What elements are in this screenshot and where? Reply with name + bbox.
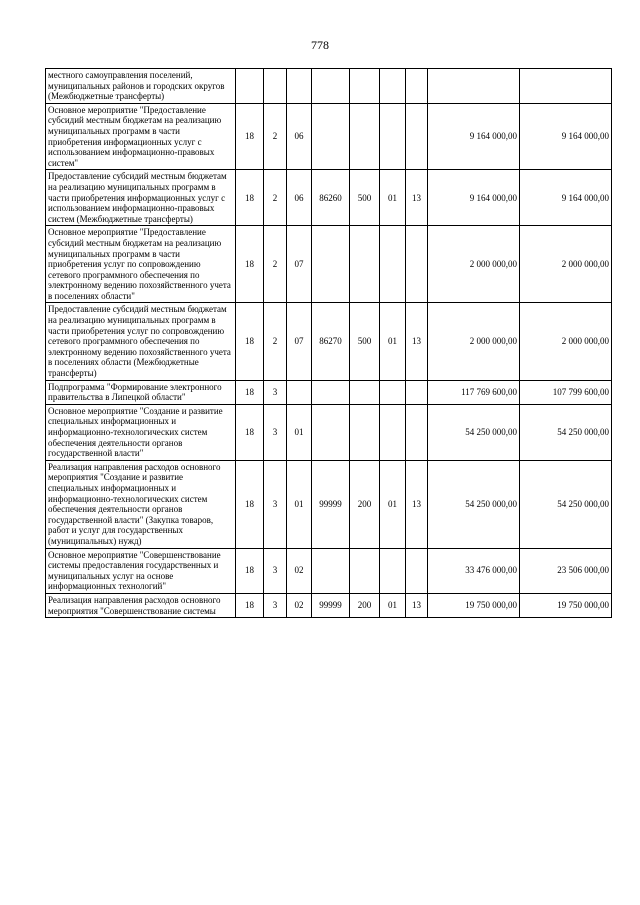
direction-code-cell bbox=[312, 548, 350, 593]
amount-year2-cell: 2 000 000,00 bbox=[520, 226, 612, 303]
row-name-cell: Основное мероприятие "Совершенствование системы предоставления государственных и муниципальных услуг на основе информационных технологий" bbox=[46, 548, 236, 593]
expense-type-cell bbox=[350, 103, 380, 170]
direction-code-cell: 99999 bbox=[312, 593, 350, 617]
subprogram-code-cell: 3 bbox=[264, 460, 287, 548]
direction-code-cell bbox=[312, 226, 350, 303]
subprogram-code-cell: 2 bbox=[264, 226, 287, 303]
expense-type-cell bbox=[350, 226, 380, 303]
expense-type-cell: 500 bbox=[350, 303, 380, 380]
amount-year1-cell: 54 250 000,00 bbox=[428, 404, 520, 460]
expense-type-cell bbox=[350, 404, 380, 460]
subprogram-code-cell: 3 bbox=[264, 404, 287, 460]
amount-year2-cell: 23 506 000,00 bbox=[520, 548, 612, 593]
activity-code-cell: 06 bbox=[287, 170, 312, 226]
ministry-code-cell: 18 bbox=[236, 404, 264, 460]
direction-code-cell bbox=[312, 69, 350, 104]
section-code-cell: 01 bbox=[380, 593, 406, 617]
table-row bbox=[46, 226, 612, 303]
subsection-code-cell bbox=[406, 380, 428, 404]
ministry-code-cell: 18 bbox=[236, 593, 264, 617]
row-name-cell: местного самоуправления поселений, муниципальных районов и городских округов (Межбюджетные трансферты) bbox=[46, 69, 236, 104]
direction-code-cell bbox=[312, 380, 350, 404]
subsection-code-cell: 13 bbox=[406, 460, 428, 548]
section-code-cell bbox=[380, 69, 406, 104]
amount-year2-cell: 54 250 000,00 bbox=[520, 404, 612, 460]
expense-type-cell: 200 bbox=[350, 460, 380, 548]
section-code-cell: 01 bbox=[380, 460, 406, 548]
table-row bbox=[46, 103, 612, 170]
table-row bbox=[46, 404, 612, 460]
table-row bbox=[46, 460, 612, 548]
section-code-cell: 01 bbox=[380, 170, 406, 226]
subprogram-code-cell: 2 bbox=[264, 103, 287, 170]
table-row bbox=[46, 170, 612, 226]
activity-code-cell: 01 bbox=[287, 404, 312, 460]
budget-table bbox=[45, 68, 612, 618]
amount-year2-cell: 107 799 600,00 bbox=[520, 380, 612, 404]
subsection-code-cell: 13 bbox=[406, 303, 428, 380]
direction-code-cell bbox=[312, 103, 350, 170]
page-number: 778 bbox=[311, 38, 329, 52]
table-row bbox=[46, 380, 612, 404]
ministry-code-cell: 18 bbox=[236, 548, 264, 593]
ministry-code-cell: 18 bbox=[236, 226, 264, 303]
expense-type-cell: 200 bbox=[350, 593, 380, 617]
direction-code-cell: 86260 bbox=[312, 170, 350, 226]
subprogram-code-cell: 3 bbox=[264, 548, 287, 593]
section-code-cell bbox=[380, 404, 406, 460]
amount-year2-cell: 2 000 000,00 bbox=[520, 303, 612, 380]
table-row bbox=[46, 593, 612, 617]
subsection-code-cell bbox=[406, 226, 428, 303]
activity-code-cell: 06 bbox=[287, 103, 312, 170]
subprogram-code-cell: 2 bbox=[264, 303, 287, 380]
activity-code-cell bbox=[287, 380, 312, 404]
amount-year1-cell: 33 476 000,00 bbox=[428, 548, 520, 593]
amount-year2-cell: 9 164 000,00 bbox=[520, 103, 612, 170]
activity-code-cell: 01 bbox=[287, 460, 312, 548]
section-code-cell bbox=[380, 380, 406, 404]
row-name-cell: Подпрограмма "Формирование электронного правительства в Липецкой области" bbox=[46, 380, 236, 404]
row-name-cell: Основное мероприятие "Предоставление субсидий местным бюджетам на реализацию муниципальных программ в части приобретения информационных услуг с использованием информационно-правовых систем" bbox=[46, 103, 236, 170]
ministry-code-cell: 18 bbox=[236, 303, 264, 380]
subprogram-code-cell bbox=[264, 69, 287, 104]
subprogram-code-cell: 2 bbox=[264, 170, 287, 226]
subsection-code-cell bbox=[406, 69, 428, 104]
expense-type-cell: 500 bbox=[350, 170, 380, 226]
expense-type-cell bbox=[350, 548, 380, 593]
ministry-code-cell: 18 bbox=[236, 460, 264, 548]
section-code-cell bbox=[380, 103, 406, 170]
amount-year1-cell: 54 250 000,00 bbox=[428, 460, 520, 548]
amount-year2-cell: 19 750 000,00 bbox=[520, 593, 612, 617]
table-body bbox=[46, 69, 612, 618]
table-row bbox=[46, 69, 612, 104]
activity-code-cell bbox=[287, 69, 312, 104]
amount-year1-cell: 9 164 000,00 bbox=[428, 170, 520, 226]
row-name-cell: Предоставление субсидий местным бюджетам на реализацию муниципальных программ в части приобретения информационных услуг с использованием информационно-правовых систем (Межбюджетные трансферты) bbox=[46, 170, 236, 226]
section-code-cell bbox=[380, 548, 406, 593]
direction-code-cell bbox=[312, 404, 350, 460]
row-name-cell: Основное мероприятие "Создание и развитие специальных информационных и информационно-технологических систем обеспечения деятельности органов государственной власти" bbox=[46, 404, 236, 460]
expense-type-cell bbox=[350, 380, 380, 404]
activity-code-cell: 07 bbox=[287, 226, 312, 303]
subsection-code-cell bbox=[406, 103, 428, 170]
amount-year2-cell bbox=[520, 69, 612, 104]
subsection-code-cell bbox=[406, 548, 428, 593]
amount-year1-cell: 2 000 000,00 bbox=[428, 226, 520, 303]
subsection-code-cell bbox=[406, 404, 428, 460]
amount-year1-cell: 2 000 000,00 bbox=[428, 303, 520, 380]
amount-year2-cell: 9 164 000,00 bbox=[520, 170, 612, 226]
subsection-code-cell: 13 bbox=[406, 593, 428, 617]
amount-year1-cell bbox=[428, 69, 520, 104]
section-code-cell: 01 bbox=[380, 303, 406, 380]
activity-code-cell: 02 bbox=[287, 548, 312, 593]
ministry-code-cell: 18 bbox=[236, 380, 264, 404]
direction-code-cell: 99999 bbox=[312, 460, 350, 548]
ministry-code-cell: 18 bbox=[236, 103, 264, 170]
expense-type-cell bbox=[350, 69, 380, 104]
row-name-cell: Основное мероприятие "Предоставление субсидий местным бюджетам на реализацию муниципальных программ в части приобретения услуг по сопровождению сетевого программного обеспечения по электронному ведению похозяйственного учета в поселениях области" bbox=[46, 226, 236, 303]
table-row bbox=[46, 303, 612, 380]
amount-year1-cell: 117 769 600,00 bbox=[428, 380, 520, 404]
amount-year1-cell: 9 164 000,00 bbox=[428, 103, 520, 170]
subprogram-code-cell: 3 bbox=[264, 593, 287, 617]
ministry-code-cell bbox=[236, 69, 264, 104]
subprogram-code-cell: 3 bbox=[264, 380, 287, 404]
row-name-cell: Реализация направления расходов основного мероприятия "Совершенствование системы bbox=[46, 593, 236, 617]
subsection-code-cell: 13 bbox=[406, 170, 428, 226]
ministry-code-cell: 18 bbox=[236, 170, 264, 226]
direction-code-cell: 86270 bbox=[312, 303, 350, 380]
section-code-cell bbox=[380, 226, 406, 303]
row-name-cell: Реализация направления расходов основного мероприятия "Создание и развитие специальных информационных и информационно-технологических систем обеспечения деятельности органов государственной власти" (Закупка товаров, работ и услуг для государственных (муниципальных) нужд) bbox=[46, 460, 236, 548]
amount-year1-cell: 19 750 000,00 bbox=[428, 593, 520, 617]
amount-year2-cell: 54 250 000,00 bbox=[520, 460, 612, 548]
table-row bbox=[46, 548, 612, 593]
activity-code-cell: 07 bbox=[287, 303, 312, 380]
row-name-cell: Предоставление субсидий местным бюджетам на реализацию муниципальных программ в части приобретения услуг по сопровождению сетевого программного обеспечения по электронному ведению похозяйственного учета в поселениях области (Межбюджетные трансферты) bbox=[46, 303, 236, 380]
activity-code-cell: 02 bbox=[287, 593, 312, 617]
